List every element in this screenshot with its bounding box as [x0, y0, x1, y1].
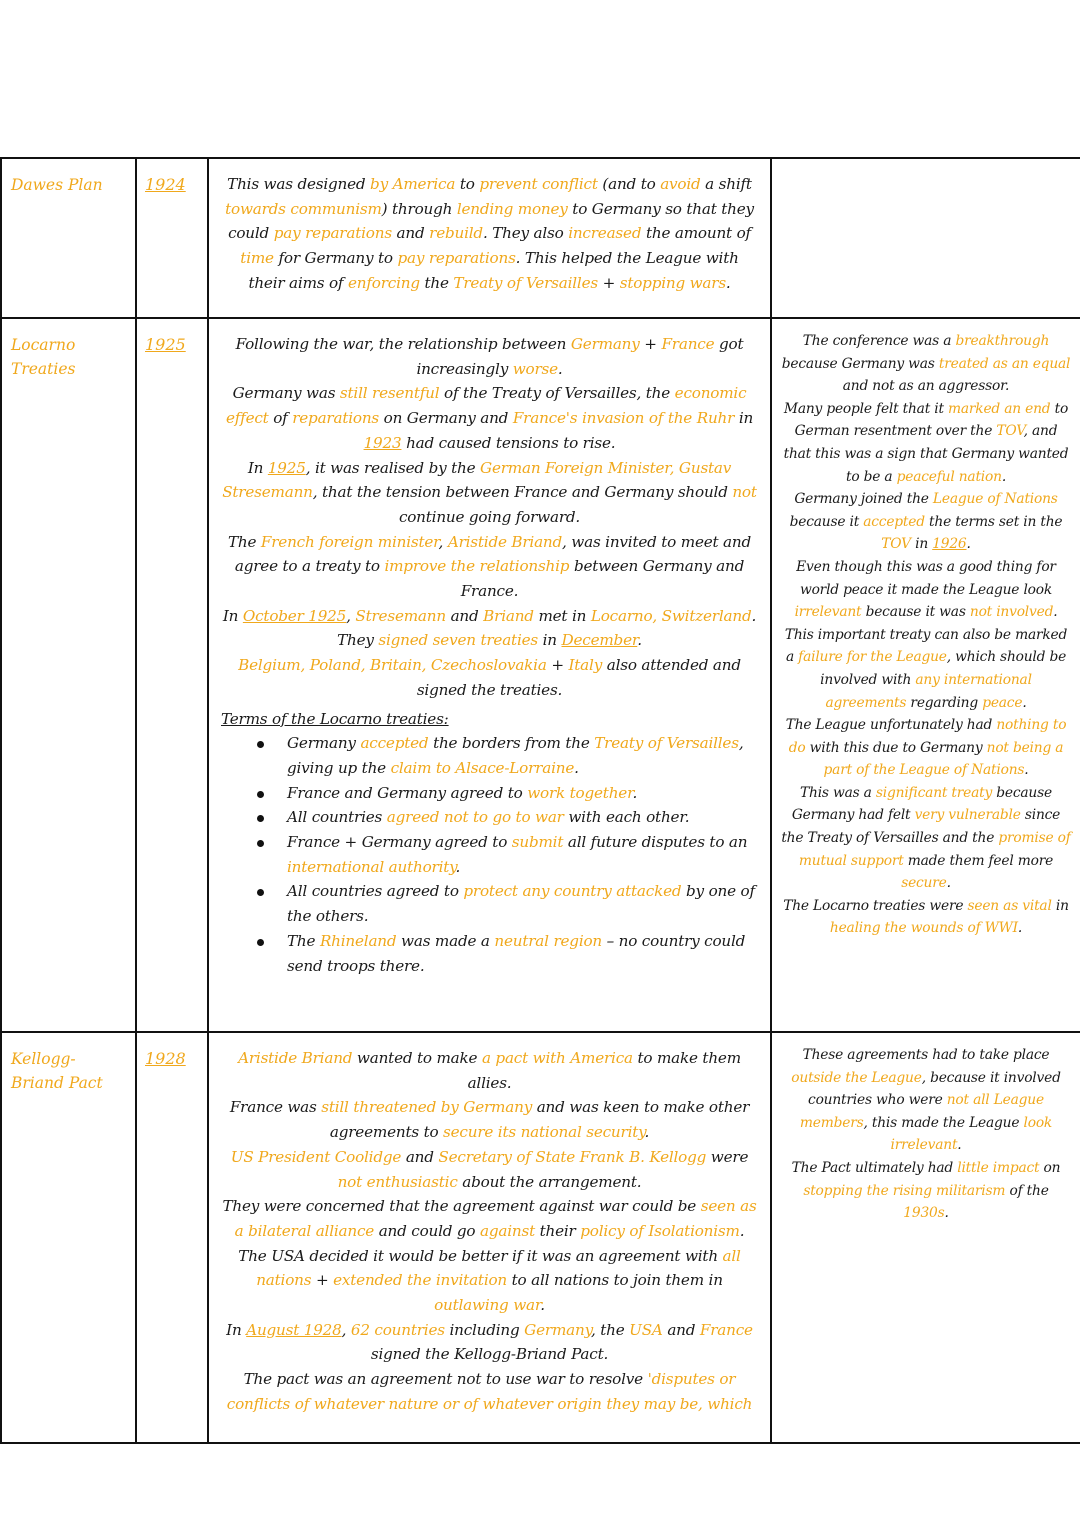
text-run: + — [546, 656, 569, 675]
text-run: to — [455, 175, 480, 193]
text-run: In — [247, 458, 268, 477]
event-name: Locarno Treaties — [1, 318, 136, 1032]
text-run: in — [734, 409, 754, 428]
highlighted-text: all nations — [256, 1246, 741, 1290]
highlighted-text: international authority — [287, 857, 456, 876]
paragraph — [780, 330, 1072, 398]
event-year: 1924 — [136, 158, 208, 318]
event-name: Dawes Plan — [1, 158, 136, 318]
table-row — [1, 1032, 1080, 1443]
highlighted-text: little impact — [957, 1159, 1040, 1176]
list-item — [287, 929, 758, 978]
text-run: Following the war, the relationship between — [235, 335, 571, 353]
highlighted-text: League of Nations — [932, 491, 1058, 508]
event-description — [208, 1032, 771, 1443]
list-item — [287, 731, 758, 780]
text-run: The USA decided it would be better if it was an agreement with — [238, 1246, 723, 1265]
text-run: + — [311, 1271, 334, 1290]
text-run: wanted to make — [352, 1049, 482, 1067]
highlighted-text: signed seven treaties — [378, 631, 538, 650]
list-item — [287, 781, 758, 806]
highlighted-text: irrelevant — [794, 604, 862, 621]
paragraph — [221, 332, 758, 381]
paragraph — [221, 172, 758, 296]
text-run: and could go — [374, 1221, 481, 1240]
text-run: and — [391, 224, 430, 243]
text-run: . — [1022, 694, 1027, 711]
text-run: the — [419, 273, 454, 292]
text-run: ) through — [381, 199, 457, 218]
text-run: , this made the League — [863, 1114, 1024, 1131]
text-run: This was designed — [227, 175, 371, 193]
text-run: signed the Kellogg-Briand Pact. — [370, 1345, 609, 1364]
text-run: including — [444, 1320, 525, 1339]
paragraph — [780, 398, 1072, 488]
text-run: in — [910, 536, 933, 553]
text-run: between Germany and France. — [460, 557, 745, 601]
highlighted-text: Aristide Briand — [447, 532, 563, 551]
text-run: was made a — [396, 931, 495, 950]
text-run: . — [1053, 604, 1058, 621]
text-run: The — [287, 931, 320, 950]
highlighted-text: peaceful nation — [896, 468, 1002, 485]
text-run: the borders from the — [428, 734, 595, 753]
paragraph — [221, 1367, 758, 1416]
highlighted-text: German Foreign Minister, Gustav Stresemann — [222, 458, 732, 502]
highlighted-text: December — [561, 631, 638, 650]
highlighted-text: agreed not to go to war — [386, 808, 564, 827]
highlighted-text: still resentful — [339, 384, 440, 403]
highlighted-text: worse — [512, 359, 558, 378]
highlighted-text: Germany — [570, 335, 640, 353]
highlighted-text: very vulnerable — [914, 807, 1021, 824]
highlighted-text: against — [480, 1221, 535, 1240]
paragraph — [221, 1318, 758, 1367]
highlighted-text: France — [699, 1320, 753, 1339]
highlighted-text: nothing to do — [788, 717, 1067, 756]
text-run: the amount of — [641, 224, 751, 243]
text-run: The conference was a — [802, 333, 956, 349]
text-run: They were concerned that the agreement against war could be — [222, 1197, 701, 1216]
highlighted-text: Secretary of State Frank B. Kellogg — [438, 1147, 707, 1166]
text-run: , it was realised by the — [305, 458, 481, 477]
highlighted-text: claim to Alsace-Lorraine — [390, 758, 575, 777]
highlighted-text: not being a part of the League of Nations — [823, 739, 1064, 779]
text-run: to German resentment over the — [794, 400, 1069, 440]
text-run: regarding — [906, 694, 983, 711]
text-run: . — [957, 1137, 962, 1154]
text-run: of — [268, 409, 293, 428]
text-run: , — [438, 532, 448, 551]
text-run: . — [632, 783, 638, 802]
highlighted-text: 62 countries — [350, 1320, 445, 1339]
text-run: and — [662, 1320, 700, 1339]
event-analysis — [771, 318, 1080, 1032]
highlighted-text: not — [732, 483, 757, 502]
highlighted-text: healing the wounds of WWI — [829, 920, 1018, 937]
highlighted-text: rebuild — [429, 224, 483, 243]
text-run: of the Treaty of Versailles, the — [439, 384, 675, 403]
text-run: of the — [1005, 1182, 1049, 1199]
highlighted-text: Treaty of Versailles — [453, 273, 598, 292]
highlighted-text: stopping wars — [619, 273, 726, 292]
paragraph — [221, 604, 758, 629]
text-run: . — [557, 359, 563, 378]
highlighted-text: neutral region — [494, 931, 602, 950]
text-run: . They also — [482, 224, 569, 243]
highlighted-text: breakthrough — [955, 333, 1050, 349]
highlighted-text: Germany — [524, 1320, 591, 1339]
terms-heading: Terms of the Locarno treaties: — [221, 709, 449, 728]
text-run: The League unfortunately had — [785, 717, 997, 734]
highlighted-text: not enthusiastic — [337, 1172, 458, 1191]
highlighted-text: improve the relationship — [384, 557, 570, 576]
highlighted-text: secure its national security — [443, 1123, 645, 1142]
text-run: the terms set in the — [924, 513, 1063, 530]
highlighted-text: towards communism — [225, 199, 382, 218]
highlighted-text: submit — [511, 833, 564, 852]
event-year: 1925 — [136, 318, 208, 1032]
text-run: and — [401, 1147, 439, 1166]
highlighted-text: significant treaty — [875, 784, 993, 801]
text-run: . — [1024, 762, 1029, 779]
text-run: The Pact ultimately had — [791, 1159, 958, 1176]
text-run: . — [751, 606, 757, 625]
text-run: . — [725, 273, 731, 292]
text-run: In — [226, 1320, 247, 1339]
text-run: were — [706, 1147, 749, 1166]
text-run: on Germany and — [379, 409, 513, 428]
text-run: in — [1051, 897, 1069, 914]
paragraph — [780, 624, 1072, 714]
text-run: , that the tension between France and Germany should — [312, 483, 733, 502]
highlighted-text: pay reparations — [273, 224, 392, 243]
highlighted-text: agreements — [825, 694, 907, 711]
highlighted-text: promise of mutual support — [798, 830, 1071, 869]
text-run: on — [1039, 1159, 1061, 1176]
text-run: , — [346, 606, 356, 625]
highlighted-text: marked an end — [947, 400, 1051, 417]
text-run: . — [1017, 920, 1023, 937]
highlighted-text: pay reparations — [397, 249, 516, 268]
text-run: , because it involved countries who were — [808, 1069, 1061, 1109]
text-run: met in — [533, 606, 591, 625]
paragraph — [780, 556, 1072, 624]
paragraph — [221, 1145, 758, 1194]
highlighted-text: Aristide Briand — [238, 1049, 353, 1067]
highlighted-text: treated as an equal — [938, 355, 1071, 372]
highlighted-text: secure — [901, 875, 947, 892]
highlighted-text: 1923 — [363, 433, 402, 452]
highlighted-text: accepted — [863, 513, 925, 530]
text-run: This was a — [800, 784, 876, 801]
text-run: by one of the others. — [287, 882, 755, 926]
text-run: . — [644, 1123, 650, 1142]
text-run: Germany was — [232, 384, 340, 403]
paragraph — [221, 1244, 758, 1318]
text-run: about the arrangement. — [457, 1172, 642, 1191]
paragraph — [221, 1095, 758, 1144]
event-year: 1928 — [136, 1032, 208, 1443]
text-run: and was keen to make other agreements to — [329, 1098, 750, 1142]
text-run: with this due to Germany — [805, 739, 987, 756]
text-run: a shift — [700, 175, 752, 193]
highlighted-text: still threatened by Germany — [321, 1098, 533, 1117]
text-run: because it — [789, 513, 864, 530]
highlighted-text: Briand — [483, 606, 534, 625]
text-run: for Germany to — [273, 249, 398, 268]
text-run: . This helped the League with their aims of — [248, 249, 739, 292]
highlighted-text: accepted — [360, 734, 429, 753]
highlighted-text: Treaty of Versailles — [594, 734, 739, 753]
highlighted-text: peace — [982, 694, 1023, 711]
text-run: . — [1001, 468, 1006, 485]
highlighted-text: stopping the rising militarism — [803, 1182, 1006, 1199]
table-row — [1, 318, 1080, 1032]
text-run: . — [637, 631, 642, 650]
highlighted-text: look irrelevant — [890, 1114, 1053, 1154]
highlighted-text: August 1928 — [246, 1320, 342, 1339]
text-run: The — [227, 532, 261, 551]
text-run: , was invited to meet and agree to a treaty to — [234, 532, 752, 576]
text-run: These agreements had to take place — [802, 1047, 1050, 1063]
text-run: Even though this was a good thing for world peace it made the League look — [796, 558, 1056, 598]
text-run: because Germany was — [781, 355, 939, 372]
highlighted-text: increased — [568, 224, 642, 243]
text-run: because it was — [861, 604, 970, 621]
text-run: . — [574, 758, 579, 777]
text-run: and not as an aggressor. — [842, 378, 1010, 395]
highlighted-text: French foreign minister — [260, 532, 439, 551]
highlighted-text: not involved — [969, 604, 1054, 621]
text-run: , giving up the — [287, 734, 744, 777]
text-run: . — [944, 1205, 949, 1222]
paragraph — [221, 381, 758, 455]
highlighted-text: USA — [629, 1320, 663, 1339]
text-run: France and Germany agreed to — [287, 783, 528, 802]
highlighted-text: seen as a bilateral alliance — [234, 1197, 757, 1240]
paragraph — [221, 530, 758, 604]
text-run: – no country could send troops there. — [287, 931, 746, 975]
text-run: . — [540, 1296, 545, 1315]
event-description — [208, 158, 771, 318]
paragraph — [221, 628, 758, 653]
highlighted-text: policy of Isolationism — [580, 1221, 740, 1240]
text-run: to Germany so that they could — [228, 199, 754, 243]
highlighted-text: economic effect — [225, 384, 747, 428]
text-run: Many people felt that it — [783, 400, 948, 417]
text-run: The pact was an agreement not to use war to resolve — [243, 1370, 648, 1389]
paragraph — [780, 1044, 1072, 1157]
text-run: to all nations to join them in — [507, 1271, 723, 1290]
text-run: , — [341, 1320, 351, 1339]
table-row — [1, 158, 1080, 318]
highlighted-text: time — [240, 249, 274, 268]
history-notes-table — [0, 157, 1080, 1444]
event-name: Kellogg-Briand Pact — [1, 1032, 136, 1443]
text-run: France + Germany agreed to — [287, 833, 512, 852]
highlighted-text: protect any country attacked — [463, 882, 682, 901]
list-item — [287, 830, 758, 879]
text-run: + — [597, 273, 620, 292]
text-run: had caused tensions to rise. — [401, 433, 616, 452]
highlighted-text: not all League members — [799, 1092, 1044, 1131]
text-run: also attended and signed the treaties. — [416, 656, 741, 699]
highlighted-text: Italy — [568, 656, 603, 675]
highlighted-text: enforcing — [347, 273, 420, 292]
paragraph — [221, 456, 758, 530]
highlighted-text: Rhineland — [319, 931, 397, 950]
highlighted-text: France's invasion of the Ruhr — [512, 409, 735, 428]
text-run: because Germany had felt — [791, 784, 1052, 824]
text-run: since the Treaty of Versailles and the — [781, 807, 1061, 847]
text-run: got increasingly — [416, 335, 744, 378]
text-run: This important treaty can also be marked a — [784, 626, 1068, 666]
highlighted-text: by America — [370, 175, 456, 193]
text-run: their — [534, 1221, 581, 1240]
highlighted-text: October 1925 — [242, 606, 347, 625]
event-analysis — [771, 158, 1080, 318]
text-run: . — [946, 875, 951, 892]
text-run: . — [739, 1221, 745, 1240]
text-run: with each other. — [563, 808, 690, 827]
highlighted-text: avoid — [660, 175, 701, 193]
highlighted-text: failure for the League — [798, 649, 947, 666]
highlighted-text: Locarno, Switzerland — [590, 606, 752, 625]
text-run: , which should be involved with — [820, 649, 1067, 688]
text-run: , and that this was a sign that Germany wanted to be a — [783, 423, 1069, 485]
text-run: , the — [590, 1320, 630, 1339]
highlighted-text: France — [661, 335, 715, 353]
highlighted-text: any international — [915, 671, 1032, 688]
text-run: to make them allies. — [467, 1049, 741, 1092]
highlighted-text: Belgium, Poland, Britain, Czechoslovakia — [238, 656, 547, 675]
highlighted-text: 1930s — [903, 1205, 945, 1222]
text-run: Germany — [287, 734, 361, 753]
highlighted-text: TOV — [996, 423, 1024, 440]
highlighted-text: work together — [527, 783, 633, 802]
highlighted-text: 1926 — [932, 536, 967, 553]
highlighted-text: extended the invitation — [333, 1271, 508, 1290]
paragraph — [780, 895, 1072, 940]
highlighted-text: Stresemann — [355, 606, 446, 625]
text-run: (and to — [597, 175, 661, 193]
text-run: in — [538, 631, 562, 650]
event-description — [208, 318, 771, 1032]
text-run: France was — [229, 1098, 322, 1117]
highlighted-text: 'disputes or conflicts of whatever nature or of whatever origin they may be, which — [226, 1370, 753, 1413]
paragraph — [780, 714, 1072, 782]
text-run: In — [222, 606, 243, 625]
text-run: . — [455, 857, 461, 876]
paragraph — [221, 653, 758, 702]
text-run: all future disputes to an — [563, 833, 748, 852]
paragraph — [780, 1157, 1072, 1225]
paragraph — [221, 1194, 758, 1243]
description-paragraphs — [221, 332, 758, 703]
list-item — [287, 805, 758, 830]
highlighted-text: a pact with America — [481, 1049, 633, 1067]
text-run: and — [445, 606, 484, 625]
text-run: Germany joined the — [794, 491, 933, 508]
highlighted-text: prevent conflict — [479, 175, 598, 193]
text-run: All countries — [287, 808, 387, 827]
highlighted-text: US President Coolidge — [230, 1147, 402, 1166]
paragraph — [780, 782, 1072, 895]
paragraph — [780, 488, 1072, 556]
highlighted-text: 1925 — [267, 458, 306, 477]
text-run: All countries agreed to — [287, 882, 464, 901]
text-run: . — [966, 536, 971, 553]
highlighted-text: seen as vital — [967, 897, 1052, 914]
highlighted-text: TOV — [881, 536, 911, 553]
highlighted-text: reparations — [292, 409, 380, 428]
terms-list — [221, 731, 758, 978]
event-analysis — [771, 1032, 1080, 1443]
list-item — [287, 879, 758, 928]
paragraph — [221, 1046, 758, 1095]
text-run: made them feel more — [903, 852, 1054, 869]
text-run: The Locarno treaties were — [783, 897, 968, 914]
text-run: continue going forward. — [398, 507, 581, 526]
highlighted-text: outside the League — [791, 1069, 922, 1086]
highlighted-text: outlawing war — [434, 1296, 541, 1315]
text-run: They — [337, 631, 379, 650]
text-run: + — [639, 335, 662, 353]
highlighted-text: lending money — [456, 199, 568, 218]
